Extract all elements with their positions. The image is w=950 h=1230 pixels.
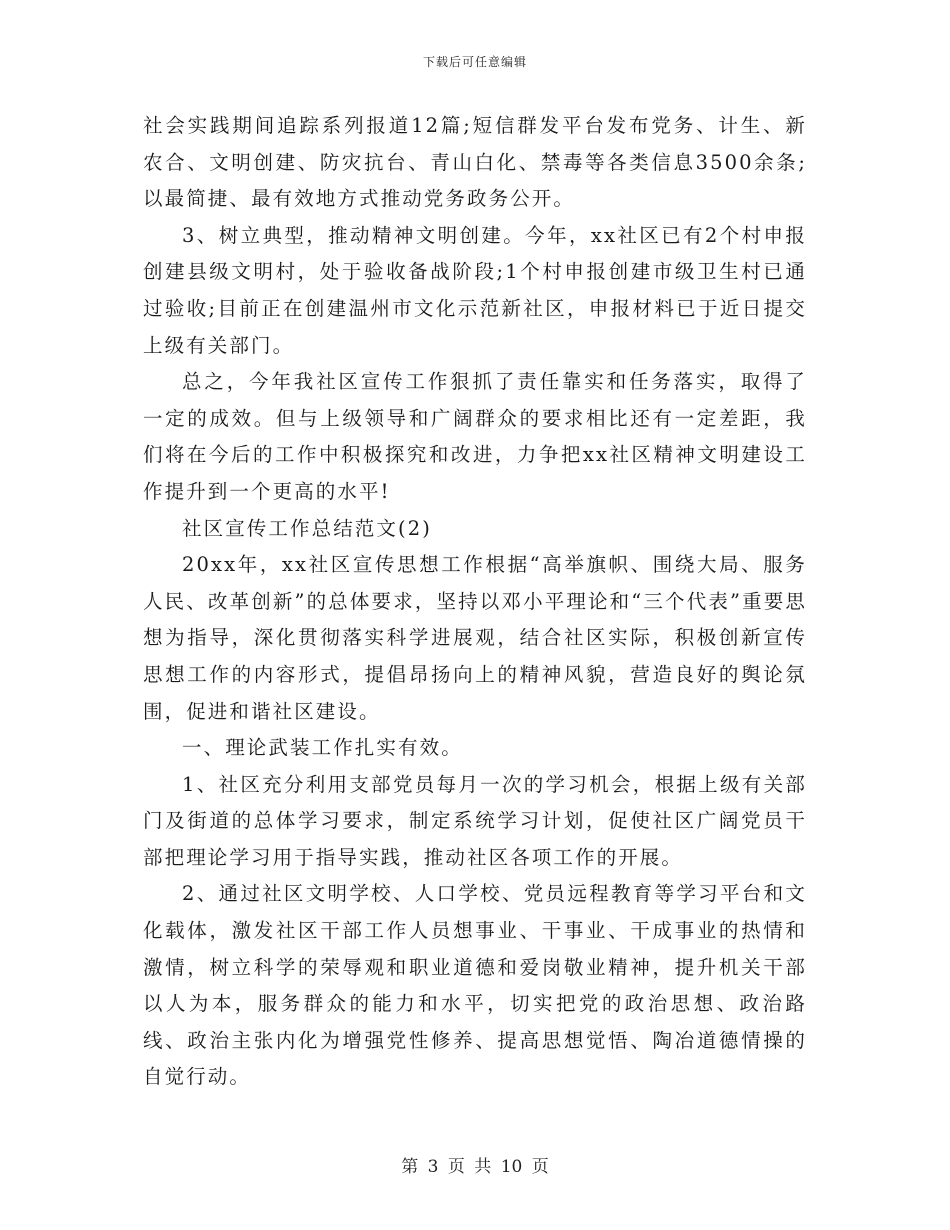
paragraph: 3、树立典型，推动精神文明创建。今年，xx社区已有2个村申报创建县级文明村，处于验收备战阶段;1个村申报创建市级卫生村已通过验收;目前正在创建温州市文化示范新社区，申报材料已于近日提交上级有关部门。	[143, 223, 807, 357]
paragraph: 社会实践期间追踪系列报道12篇;短信群发平台发布党务、计生、新农合、文明创建、防灾抗台、青山白化、禁毒等各类信息3500余条;以最简捷、最有效地方式推动党务政务公开。	[143, 114, 807, 211]
download-note: 下载后可任意编辑	[422, 55, 527, 69]
section-heading: 一、理论武装工作扎实有效。	[182, 736, 463, 760]
document-body	[143, 108, 807, 1096]
footer-suffix: 页	[531, 1157, 549, 1177]
page-footer	[0, 1152, 950, 1177]
paragraph: 20xx年，xx社区宣传思想工作根据“高举旗帜、围绕大局、服务人民、改革创新”的总体要求，坚持以邓小平理论和“三个代表”重要思想为指导，深化贯彻落实科学进展观，结合社区实际，积极创新宣传思想工作的内容形式，提倡昂扬向上的精神风貌，营造良好的舆论氛围，促进和谐社区建设。	[143, 553, 807, 723]
footer-prefix: 第	[401, 1157, 419, 1177]
section-title: 社区宣传工作总结范文(2)	[182, 516, 432, 540]
footer-total-word: 共	[474, 1157, 492, 1177]
current-page-number: 3	[427, 1157, 439, 1177]
total-page-count: 10	[500, 1157, 523, 1177]
paragraph: 1、社区充分利用支部党员每月一次的学习机会，根据上级有关部门及街道的总体学习要求，制定系统学习计划，促使社区广阔党员干部把理论学习用于指导实践，推动社区各项工作的开展。	[143, 772, 807, 869]
paragraph: 2、通过社区文明学校、人口学校、党员远程教育等学习平台和文化载体，激发社区干部工作人员想事业、干事业、干成事业的热情和激情，树立科学的荣辱观和职业道德和爱岗敬业精神，提升机关干部以人为本，服务群众的能力和水平，切实把党的政治思想、政治路线、政治主张内化为增强党性修养、提高思想觉悟、陶冶道德情操的自觉行动。	[143, 882, 807, 1089]
footer-page-word: 页	[447, 1157, 465, 1177]
paragraph: 总之，今年我社区宣传工作狠抓了责任靠实和任务落实，取得了一定的成效。但与上级领导和广阔群众的要求相比还有一定差距，我们将在今后的工作中积极探究和改进，力争把xx社区精神文明建设工作提升到一个更高的水平!	[143, 370, 807, 503]
